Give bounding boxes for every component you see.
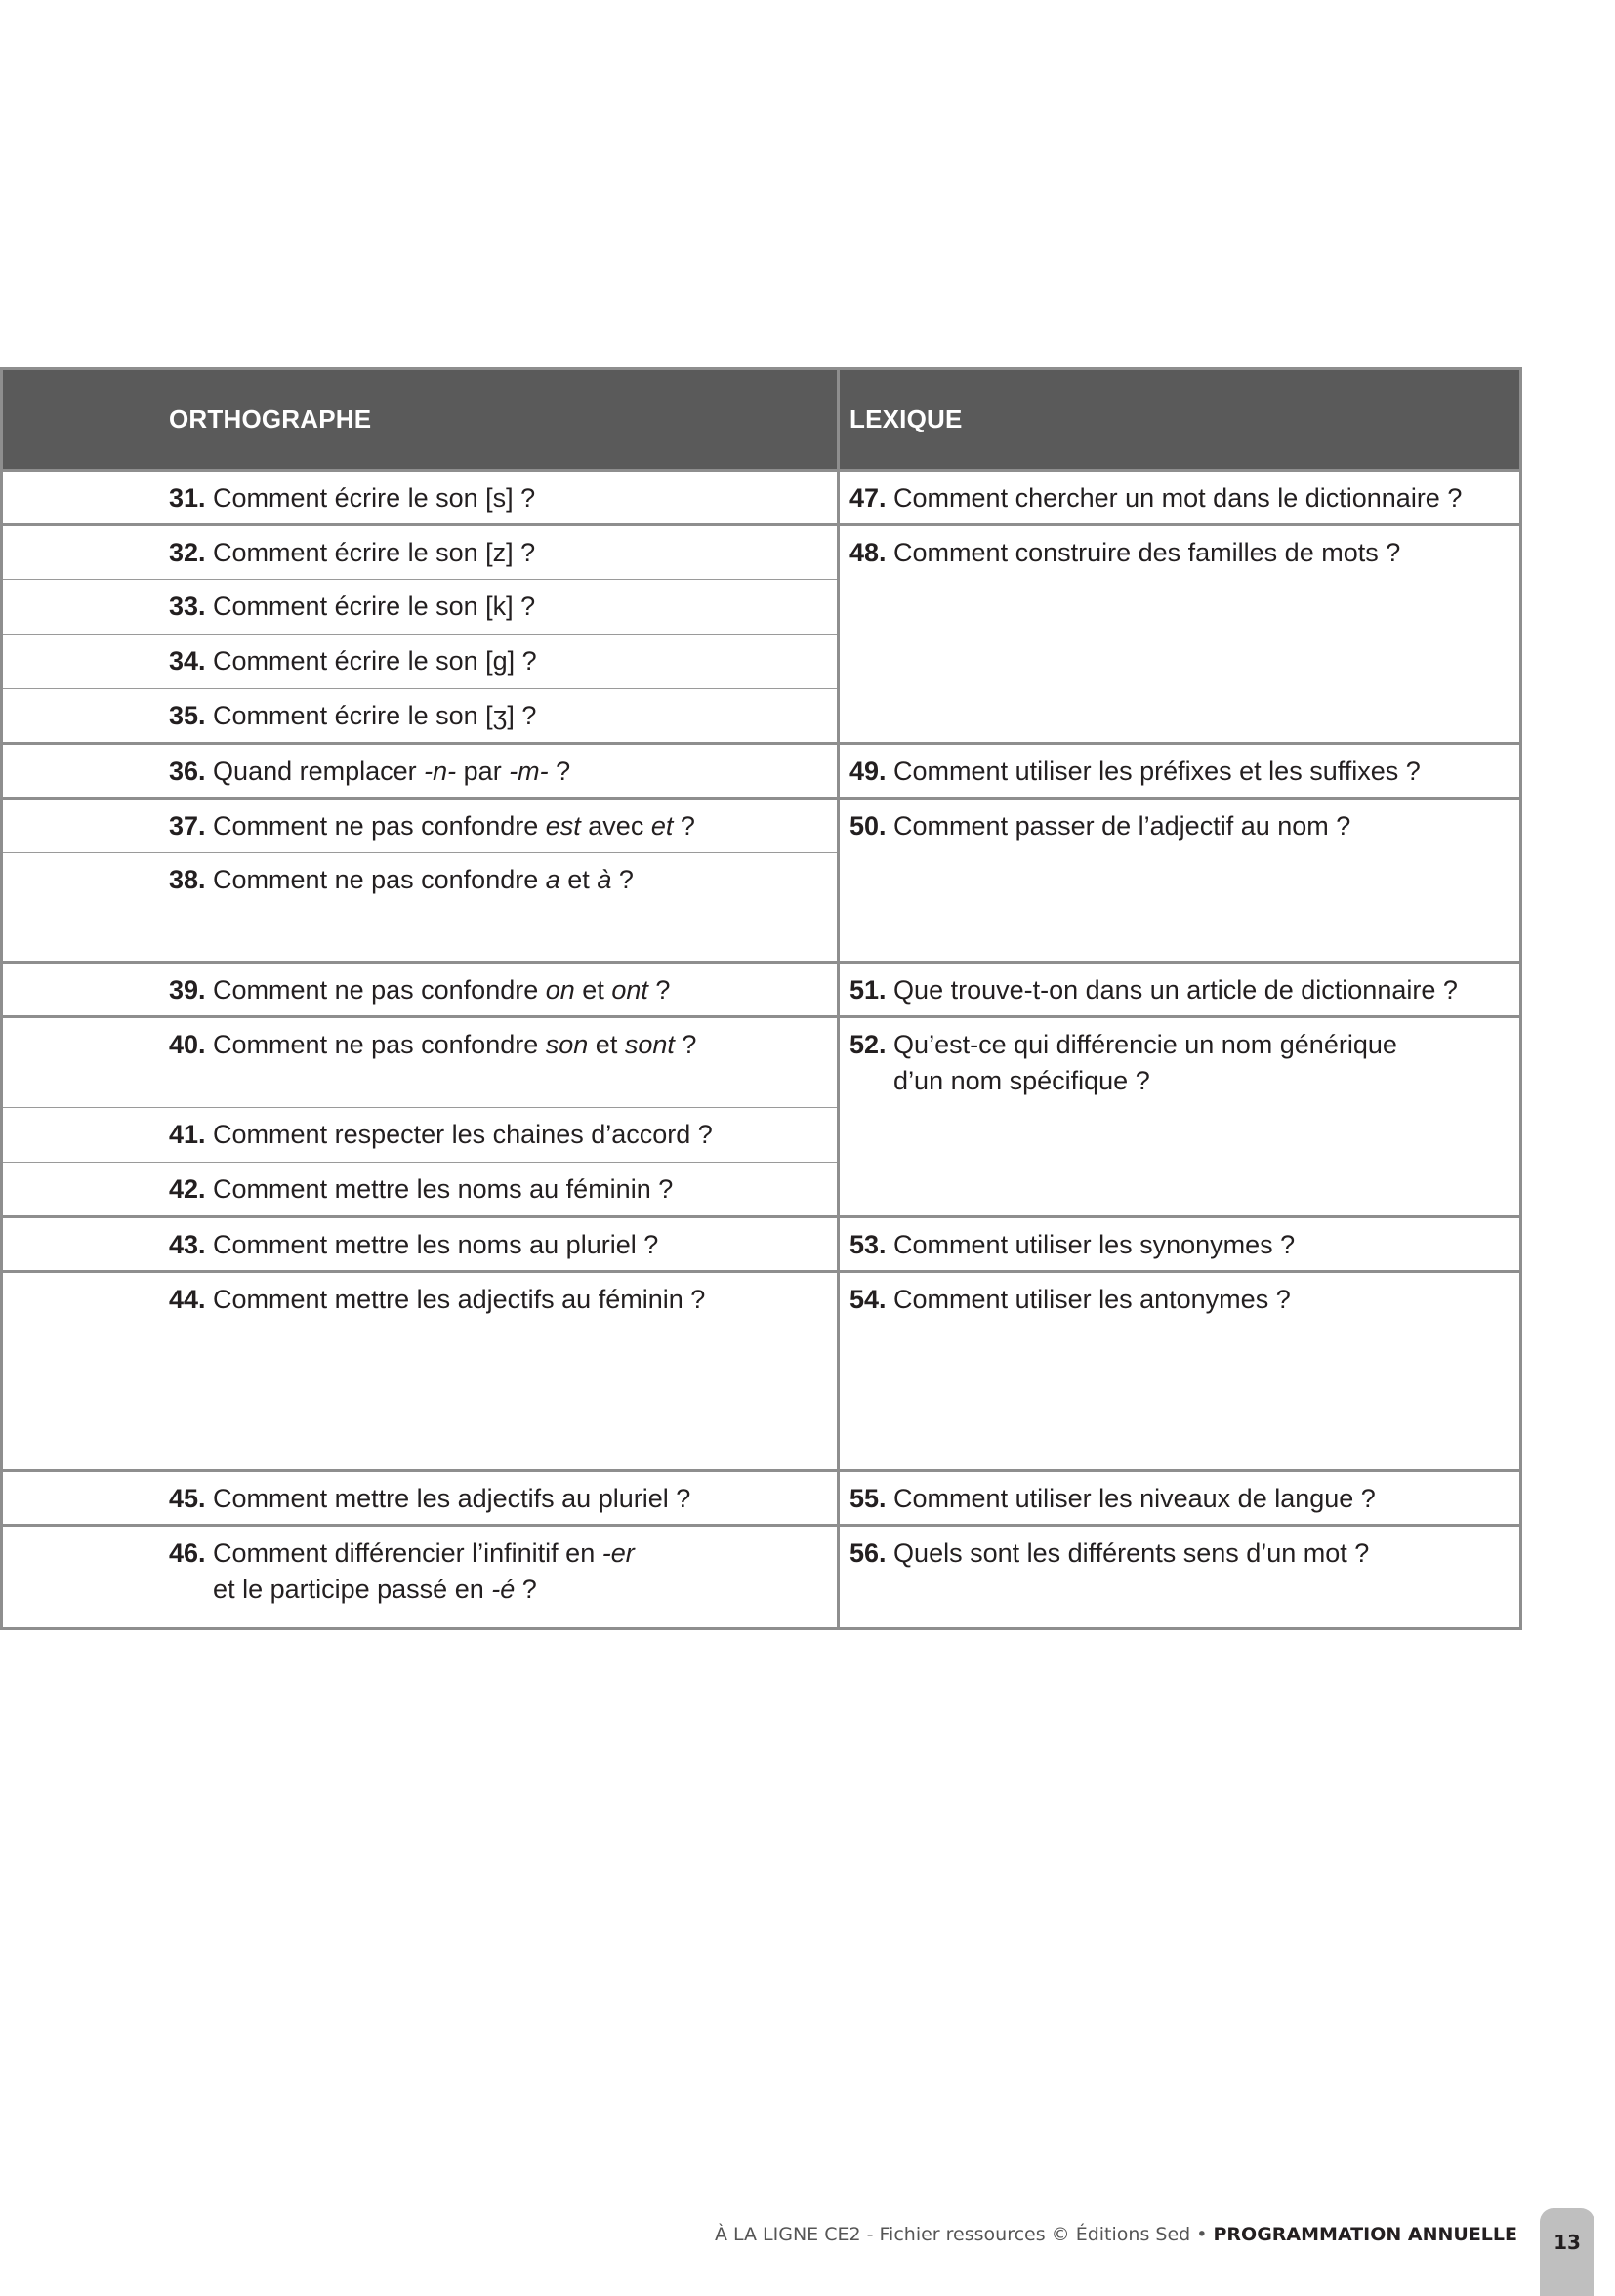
item-text: Comment chercher un mot dans le dictionnaire ? [893, 483, 1463, 512]
list-item [840, 972, 1519, 1008]
orthographe-cell [2, 471, 839, 525]
item-text: Comment ne pas confondre son et sont ? [213, 1030, 697, 1059]
list-item [3, 1027, 837, 1063]
italic-term: son [545, 1030, 589, 1059]
lexique-cell [839, 471, 1521, 525]
item-number: 51. [849, 975, 894, 1004]
item-number: 50. [849, 811, 894, 840]
item-number: 35. [169, 701, 214, 730]
list-item [3, 535, 837, 571]
lexique-cell [839, 1272, 1521, 1471]
orthographe-cell [2, 580, 839, 635]
item-text: Comment passer de l’adjectif au nom ? [893, 811, 1351, 840]
item-number: 54. [849, 1285, 894, 1314]
list-item [3, 972, 837, 1008]
item-number: 42. [169, 1174, 214, 1204]
list-item [3, 1227, 837, 1263]
list-item [3, 589, 837, 625]
italic-term: on [545, 975, 575, 1004]
item-text: Comment utiliser les antonymes ? [893, 1285, 1291, 1314]
lexique-cell [839, 1217, 1521, 1272]
list-item [3, 1481, 837, 1517]
item-number: 32. [169, 538, 214, 567]
italic-term: à [597, 865, 612, 894]
list-item [3, 754, 837, 790]
italic-term: et [650, 811, 674, 840]
item-text: Comment mettre les noms au féminin ? [213, 1174, 674, 1204]
orthographe-cell [2, 1017, 839, 1108]
orthographe-cell [2, 744, 839, 799]
item-text: Que trouve-t-on dans un article de dictionnaire ? [893, 975, 1458, 1004]
table-row [2, 963, 1521, 1017]
item-text: Quels sont les différents sens d’un mot ? [893, 1538, 1370, 1568]
item-number: 36. [169, 757, 214, 786]
list-item [3, 862, 837, 898]
item-number: 34. [169, 646, 214, 676]
lexique-cell [839, 1017, 1521, 1217]
table-row [2, 1017, 1521, 1108]
item-text: Comment ne pas confondre a et à ? [213, 865, 634, 894]
list-item [840, 1027, 1519, 1099]
list-item [840, 1536, 1519, 1572]
item-number: 39. [169, 975, 214, 1004]
item-text: Comment construire des familles de mots ? [893, 538, 1401, 567]
list-item [3, 643, 837, 679]
item-number: 53. [849, 1230, 894, 1259]
item-number: 56. [849, 1538, 894, 1568]
item-text: Comment utiliser les préfixes et les suffixes ? [893, 757, 1421, 786]
italic-term: -m- [509, 757, 549, 786]
orthographe-cell [2, 1272, 839, 1471]
list-item [840, 1481, 1519, 1517]
italic-term: -é [491, 1575, 516, 1604]
item-text: Comment écrire le son [ʒ] ? [213, 701, 537, 730]
orthographe-cell [2, 799, 839, 853]
list-item [840, 1282, 1519, 1318]
list-item [3, 1536, 837, 1608]
table-row [2, 1471, 1521, 1526]
italic-term: est [545, 811, 581, 840]
item-number: 49. [849, 757, 894, 786]
table-row [2, 471, 1521, 525]
table-row [2, 1526, 1521, 1629]
orthographe-cell [2, 1163, 839, 1217]
item-text: Comment écrire le son [z] ? [213, 538, 536, 567]
item-text: Comment utiliser les synonymes ? [893, 1230, 1296, 1259]
table-row [2, 525, 1521, 580]
header-lexique: LEXIQUE [839, 369, 1521, 471]
orthographe-cell [2, 853, 839, 963]
italic-term: sont [624, 1030, 675, 1059]
lexique-cell [839, 525, 1521, 744]
item-text: Quand remplacer -n- par -m- ? [213, 757, 571, 786]
orthographe-cell [2, 1217, 839, 1272]
table-header-row [2, 369, 1521, 471]
table-row [2, 799, 1521, 853]
item-text: Comment utiliser les niveaux de langue ? [893, 1484, 1376, 1513]
header-orthographe: ORTHOGRAPHE [2, 369, 839, 471]
list-item [3, 480, 837, 516]
item-number: 48. [849, 538, 894, 567]
list-item [840, 1227, 1519, 1263]
footer-credit [715, 2224, 1517, 2245]
item-text: Comment respecter les chaines d’accord ? [213, 1120, 713, 1149]
list-item [3, 1171, 837, 1208]
item-number: 52. [849, 1030, 894, 1059]
page-number: 13 [1553, 2231, 1581, 2254]
orthographe-cell [2, 963, 839, 1017]
orthographe-cell [2, 1526, 839, 1629]
orthographe-cell [2, 1471, 839, 1526]
list-item [840, 754, 1519, 790]
item-number: 45. [169, 1484, 214, 1513]
item-text: Comment ne pas confondre est avec et ? [213, 811, 695, 840]
footer-section: PROGRAMMATION ANNUELLE [1213, 2224, 1517, 2245]
table-row [2, 744, 1521, 799]
item-number: 38. [169, 865, 214, 894]
table-row [2, 1217, 1521, 1272]
list-item [3, 808, 837, 844]
item-number: 41. [169, 1120, 214, 1149]
italic-term: -n- [424, 757, 457, 786]
lexique-cell [839, 963, 1521, 1017]
italic-term: ont [611, 975, 648, 1004]
item-number: 55. [849, 1484, 894, 1513]
orthographe-cell [2, 525, 839, 580]
italic-term: -er [601, 1538, 635, 1568]
list-item [840, 535, 1519, 571]
item-number: 44. [169, 1285, 214, 1314]
lexique-cell [839, 1471, 1521, 1526]
list-item [840, 808, 1519, 844]
item-number: 46. [169, 1538, 214, 1568]
list-item [840, 480, 1519, 516]
item-text: Comment mettre les adjectifs au féminin ? [213, 1285, 706, 1314]
footer-book-info: À LA LIGNE CE2 - Fichier ressources © Éditions Sed [714, 2224, 1191, 2245]
item-number: 33. [169, 592, 214, 621]
item-number: 31. [169, 483, 214, 512]
lexique-cell [839, 1526, 1521, 1629]
orthographe-cell [2, 635, 839, 689]
orthographe-cell [2, 1108, 839, 1163]
italic-term: a [545, 865, 560, 894]
item-text: Comment mettre les noms au pluriel ? [213, 1230, 659, 1259]
item-number: 43. [169, 1230, 214, 1259]
list-item [3, 698, 837, 734]
orthographe-cell [2, 689, 839, 744]
table-row [2, 1272, 1521, 1471]
item-number: 37. [169, 811, 214, 840]
item-text: Comment différencier l’infinitif en -er et le participe passé en -é ? [213, 1538, 635, 1604]
list-item [3, 1282, 837, 1318]
item-number: 40. [169, 1030, 214, 1059]
item-number: 47. [849, 483, 894, 512]
item-text: Qu’est-ce qui différencie un nom générique d’un nom spécifique ? [893, 1030, 1397, 1095]
item-text: Comment écrire le son [s] ? [213, 483, 536, 512]
programmation-table [0, 367, 1522, 1630]
item-text: Comment écrire le son [k] ? [213, 592, 536, 621]
lexique-cell [839, 799, 1521, 963]
item-text: Comment mettre les adjectifs au pluriel ? [213, 1484, 691, 1513]
item-text: Comment ne pas confondre on et ont ? [213, 975, 671, 1004]
item-text: Comment écrire le son [g] ? [213, 646, 537, 676]
lexique-cell [839, 744, 1521, 799]
list-item [3, 1117, 837, 1153]
footer-bullet: • [1190, 2224, 1214, 2245]
